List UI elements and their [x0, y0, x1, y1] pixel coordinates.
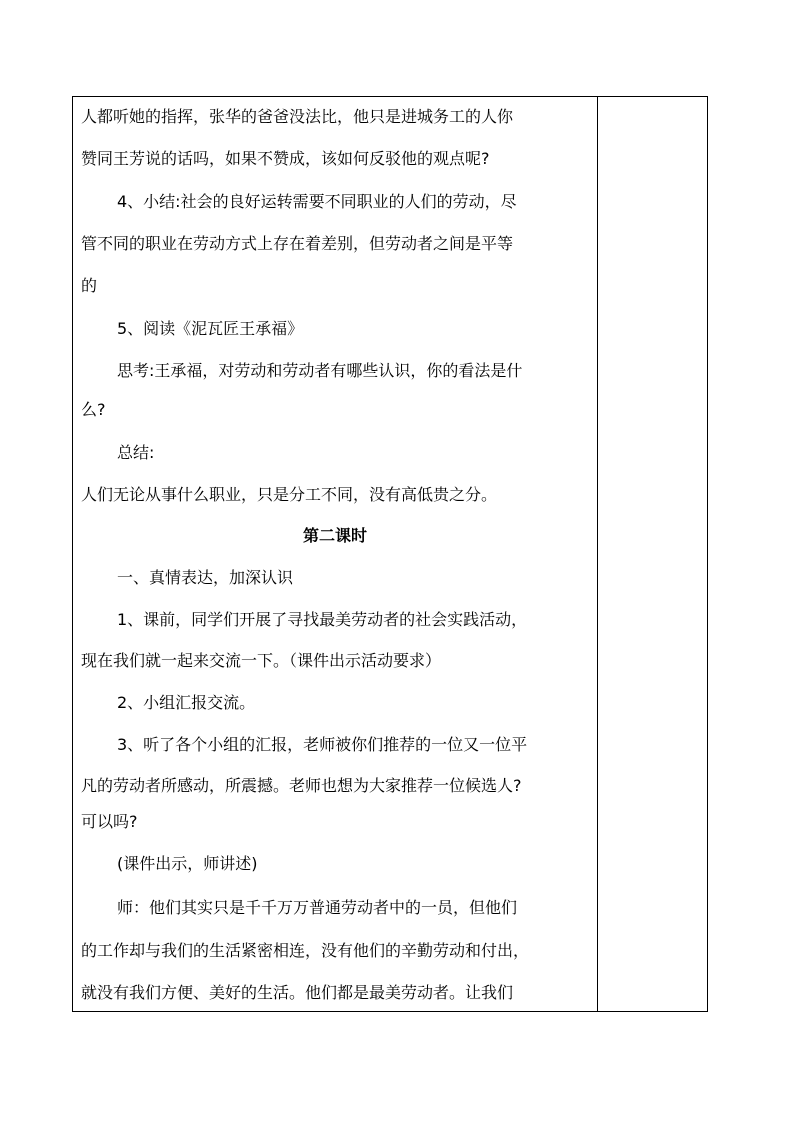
text-line: 可以吗?	[81, 812, 138, 831]
text-line: 就没有我们方便、美好的生活。他们都是最美劳动者。让我们	[81, 983, 514, 1002]
lesson-table	[72, 96, 708, 1012]
text-line: 总结:	[117, 443, 155, 462]
section-heading: 第二课时	[302, 526, 367, 545]
text-line: 么?	[81, 400, 106, 419]
text-line: 管不同的职业在劳动方式上存在着差别，但劳动者之间是平等	[81, 234, 514, 253]
text-line: 4、小结:社会的良好运转需要不同职业的人们的劳动，尽	[117, 192, 517, 211]
text-line: 现在我们就一起来交流一下。（课件出示活动要求）	[81, 651, 442, 670]
lesson-content-cell	[73, 97, 597, 1011]
text-line: 一、真情表达，加深认识	[117, 568, 294, 587]
text-line: 3、听了各个小组的汇报，老师被你们推荐的一位又一位平	[117, 735, 528, 754]
text-line: 师：他们其实只是千千万万普通劳动者中的一员，但他们	[117, 898, 518, 917]
notes-cell	[598, 97, 707, 1011]
text-line: 2、小组汇报交流。	[117, 693, 256, 712]
text-line: 赞同王芳说的话吗，如果不赞成，该如何反驳他的观点呢?	[81, 149, 490, 168]
text-line: 凡的劳动者所感动，所震撼。老师也想为大家推荐一位候选人?	[81, 776, 522, 795]
text-line: 5、阅读《泥瓦匠王承福》	[117, 319, 304, 338]
text-line: 人都听她的指挥，张华的爸爸没法比，他只是进城务工的人你	[81, 107, 514, 126]
text-line: 的	[81, 276, 98, 295]
text-line: 1、课前，同学们开展了寻找最美劳动者的社会实践活动，	[117, 610, 528, 629]
text-line: 的工作却与我们的生活紧密相连，没有他们的辛勤劳动和付出，	[81, 941, 530, 960]
text-line: (课件出示，师讲述)	[117, 854, 258, 873]
text-line: 思考:王承福，对劳动和劳动者有哪些认识，你的看法是什	[117, 361, 523, 380]
text-line: 人们无论从事什么职业，只是分工不同，没有高低贵之分。	[81, 485, 498, 504]
